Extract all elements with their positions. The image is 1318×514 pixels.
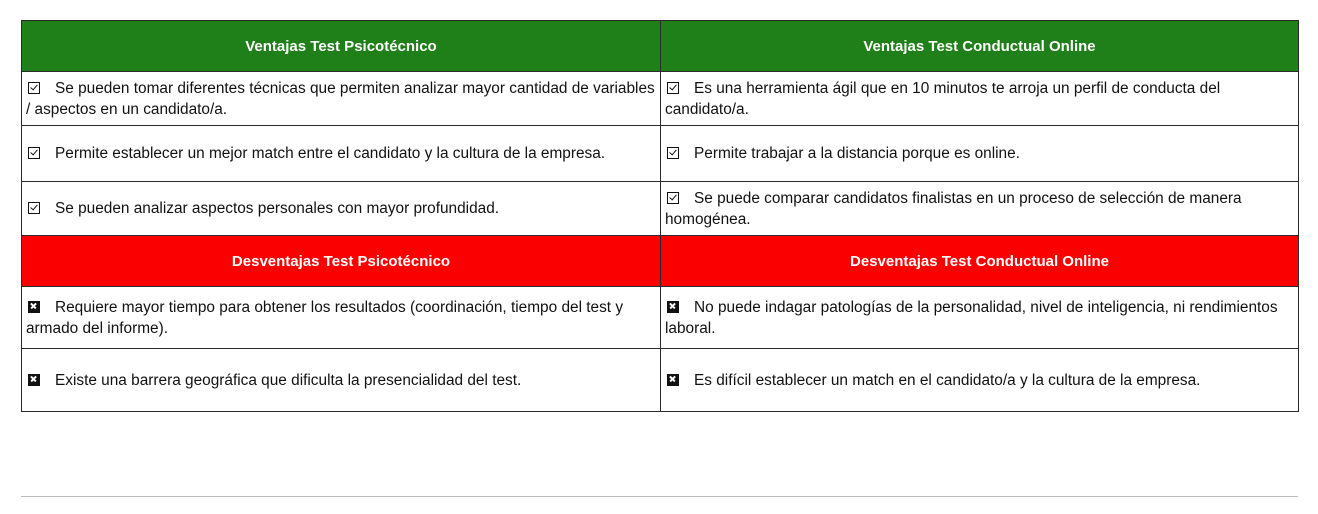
disadvantage-cell-behavioral-online — [661, 287, 1299, 349]
table-row — [22, 72, 1299, 126]
header-disadvantages-psychotechnical: Desventajas Test Psicotécnico — [22, 236, 661, 287]
crossed-box-icon — [28, 374, 40, 386]
advantage-cell-psychotechnical — [22, 72, 661, 126]
disadvantages-header-row — [22, 236, 1299, 287]
advantage-text: Es una herramienta ágil que en 10 minutos te arroja un perfil de conducta del candidato/a. — [665, 79, 1221, 118]
disadvantage-cell-psychotechnical — [22, 349, 661, 412]
header-advantages-psychotechnical: Ventajas Test Psicotécnico — [22, 21, 661, 72]
checked-box-icon — [667, 147, 679, 159]
table-row — [22, 287, 1299, 349]
comparison-sheet — [21, 20, 1298, 412]
header-disadvantages-behavioral-online: Desventajas Test Conductual Online — [661, 236, 1299, 287]
table-row — [22, 349, 1299, 412]
crossed-box-icon — [667, 301, 679, 313]
advantage-text: Se pueden tomar diferentes técnicas que permiten analizar mayor cantidad de variables / aspectos en un candidato/a. — [26, 79, 655, 118]
advantage-text: Permite trabajar a la distancia porque es online. — [694, 145, 1020, 162]
disadvantage-cell-behavioral-online — [661, 349, 1299, 412]
header-advantages-behavioral-online: Ventajas Test Conductual Online — [661, 21, 1299, 72]
advantage-cell-behavioral-online — [661, 126, 1299, 182]
checked-box-icon — [667, 192, 679, 204]
disadvantage-text: Existe una barrera geográfica que dificulta la presencialidad del test. — [55, 371, 522, 389]
advantage-cell-psychotechnical — [22, 126, 661, 182]
checked-box-icon — [28, 147, 40, 159]
disadvantage-text: No puede indagar patologías de la personalidad, nivel de inteligencia, ni rendimientos laboral. — [665, 298, 1278, 337]
advantage-text: Se pueden analizar aspectos personales con mayor profundidad. — [55, 200, 500, 217]
crossed-box-icon — [28, 301, 40, 313]
disadvantage-text: Es difícil establecer un match en el candidato/a y la cultura de la empresa. — [694, 371, 1201, 389]
checked-box-icon — [28, 82, 40, 94]
advantage-text: Se puede comparar candidatos finalistas en un proceso de selección de manera homogénea. — [665, 189, 1242, 228]
table-row — [22, 182, 1299, 236]
advantage-cell-behavioral-online — [661, 182, 1299, 236]
bottom-divider — [21, 496, 1298, 497]
advantage-cell-behavioral-online — [661, 72, 1299, 126]
table-row — [22, 126, 1299, 182]
disadvantage-cell-psychotechnical — [22, 287, 661, 349]
crossed-box-icon — [667, 374, 679, 386]
disadvantage-text: Requiere mayor tiempo para obtener los resultados (coordinación, tiempo del test y armado del informe). — [26, 298, 624, 337]
advantages-header-row — [22, 21, 1299, 72]
advantage-text: Permite establecer un mejor match entre el candidato y la cultura de la empresa. — [55, 145, 606, 162]
checked-box-icon — [28, 202, 40, 214]
checked-box-icon — [667, 82, 679, 94]
advantage-cell-psychotechnical — [22, 182, 661, 236]
comparison-table — [21, 20, 1299, 412]
